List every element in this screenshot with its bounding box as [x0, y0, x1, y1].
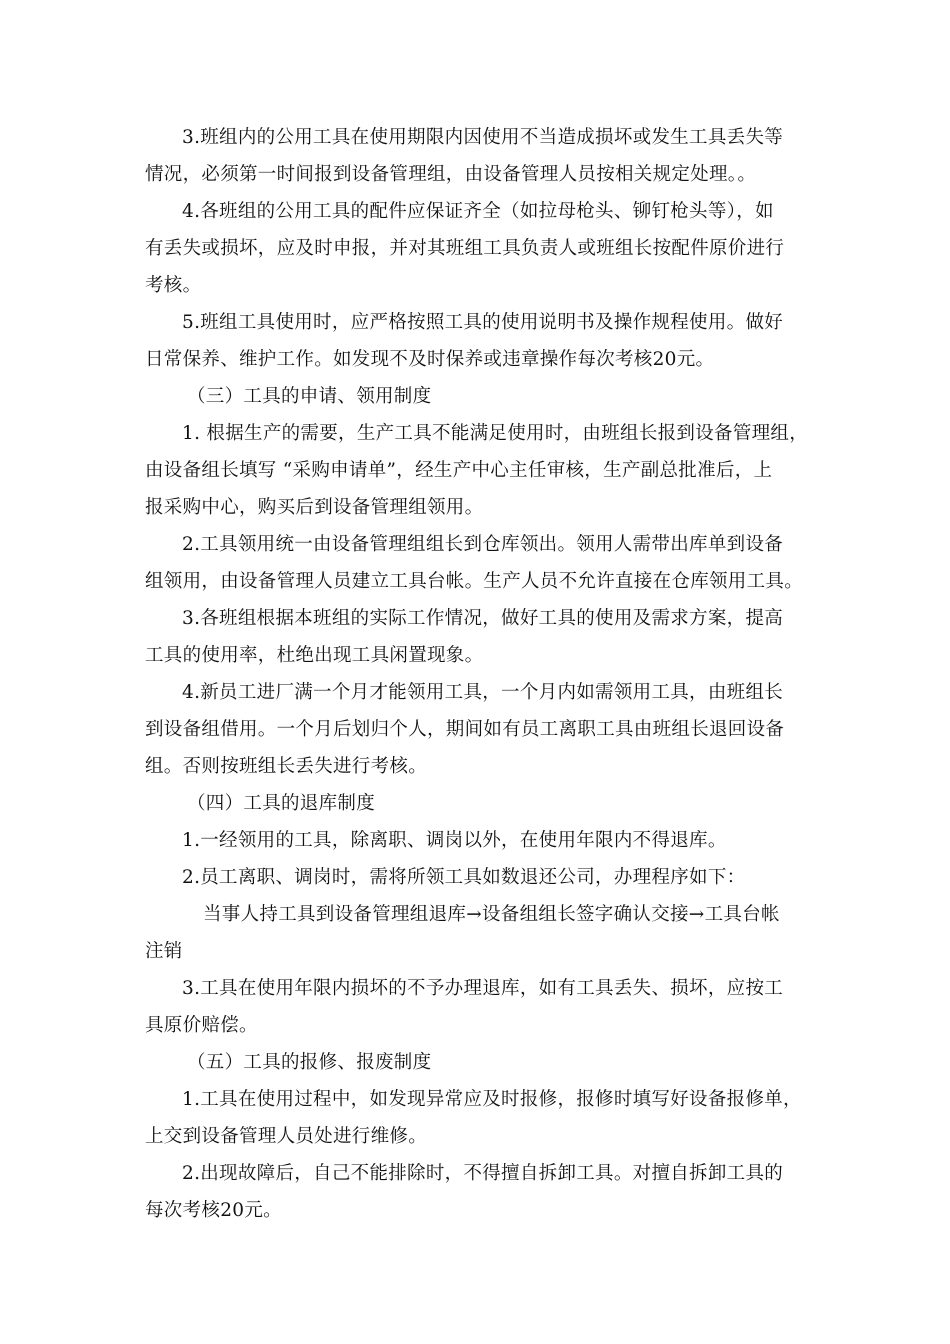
- paragraph-line: 4.新员工进厂满一个月才能领用工具，一个月内如需领用工具，由班组长: [182, 682, 784, 703]
- paragraph-line: 工具的使用率，杜绝出现工具闲置现象。: [145, 645, 484, 666]
- paragraph-line: 上交到设备管理人员处进行维修。: [145, 1126, 428, 1147]
- paragraph-line: 报采购中心，购买后到设备管理组领用。: [145, 497, 484, 518]
- document-page: [145, 119, 815, 1229]
- paragraph-line: 1.一经领用的工具，除离职、调岗以外，在使用年限内不得退库。: [182, 830, 727, 851]
- paragraph-line: 考核。: [145, 275, 202, 296]
- paragraph-line: 日常保养、维护工作。如发现不及时保养或违章操作每次考核20元。: [145, 349, 715, 370]
- section-heading: （四）工具的退库制度: [187, 793, 376, 814]
- paragraph-line: 5.班组工具使用时，应严格按照工具的使用说明书及操作规程使用。做好: [182, 312, 784, 333]
- paragraph-line: 3.班组内的公用工具在使用期限内因使用不当造成损坏或发生工具丢失等: [182, 127, 784, 148]
- paragraph-line: 注销: [145, 941, 183, 962]
- paragraph-line: 2.工具领用统一由设备管理组组长到仓库领出。领用人需带出库单到设备: [182, 534, 784, 555]
- paragraph-line: 有丢失或损坏，应及时申报，并对其班组工具负责人或班组长按配件原价进行: [145, 238, 785, 259]
- section-heading: （三）工具的申请、领用制度: [187, 386, 432, 407]
- paragraph-line: 组领用，由设备管理人员建立工具台帐。生产人员不允许直接在仓库领用工具。: [145, 571, 804, 592]
- section-heading: （五）工具的报修、报废制度: [187, 1052, 432, 1073]
- paragraph-line: 到设备组借用。一个月后划归个人，期间如有员工离职工具由班组长退回设备: [145, 719, 785, 740]
- paragraph-line: 2.员工离职、调岗时，需将所领工具如数退还公司，办理程序如下：: [182, 867, 746, 888]
- paragraph-line: 3.各班组根据本班组的实际工作情况，做好工具的使用及需求方案，提高: [182, 608, 784, 629]
- paragraph-line: 4.各班组的公用工具的配件应保证齐全（如拉母枪头、铆钉枪头等），如: [182, 201, 774, 222]
- paragraph-line: 2.出现故障后，自己不能排除时，不得擅自拆卸工具。对擅自拆卸工具的: [182, 1163, 784, 1184]
- paragraph-line: 具原价赔偿。: [145, 1015, 258, 1036]
- paragraph-line: 每次考核20元。: [145, 1200, 282, 1221]
- paragraph-line: 由设备组长填写 “采购申请单”，经生产中心主任审核，生产副总批准后，上: [145, 460, 773, 481]
- paragraph-line: 组。否则按班组长丢失进行考核。: [145, 756, 428, 777]
- paragraph-line: 3.工具在使用年限内损坏的不予办理退库，如有工具丢失、损坏，应按工: [182, 978, 784, 999]
- paragraph-line: 1.工具在使用过程中，如发现异常应及时报修，报修时填写好设备报修单，: [182, 1089, 802, 1110]
- paragraph-line: 当事人持工具到设备管理组退库→设备组组长签字确认交接→工具台帐: [203, 904, 780, 925]
- paragraph-line: 情况，必须第一时间报到设备管理组，由设备管理人员按相关规定处理。。: [145, 164, 757, 185]
- paragraph-line: 1. 根据生产的需要，生产工具不能满足使用时，由班组长报到设备管理组，: [182, 423, 809, 444]
